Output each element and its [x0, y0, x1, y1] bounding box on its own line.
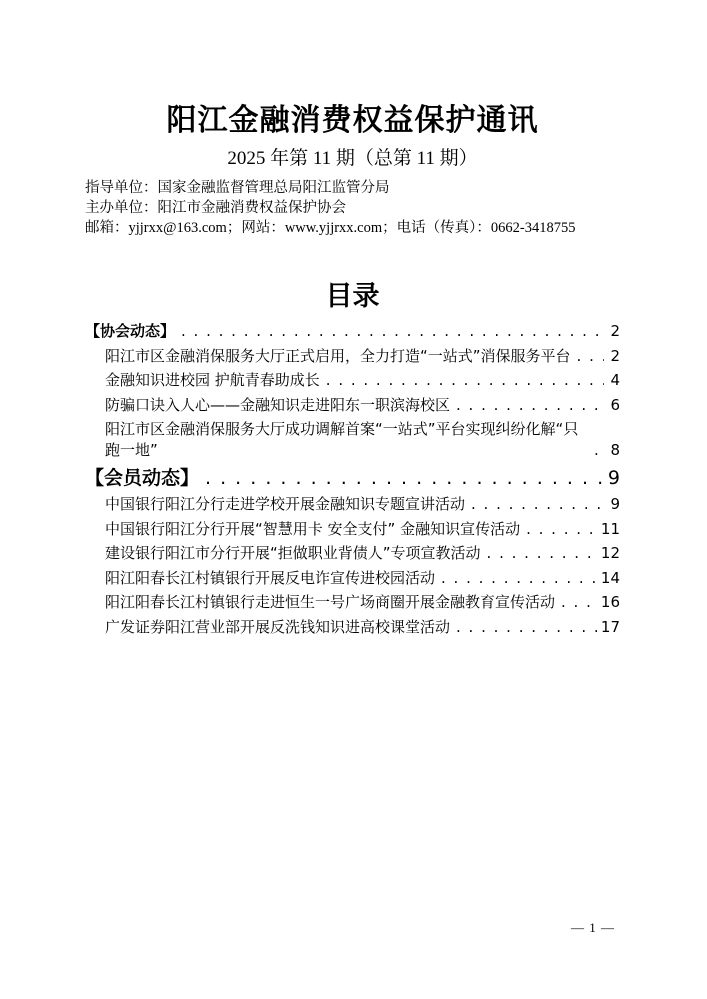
toc-item-title: 阳江市区金融消保服务大厅正式启用，全力打造“一站式”消保服务平台: [105, 346, 571, 365]
toc-page-number: 17: [600, 617, 620, 636]
toc-item: [85, 617, 620, 638]
toc-page-number: 9: [610, 495, 620, 513]
toc-page-number: 8: [610, 441, 620, 459]
toc-item-title: 建设银行阳江市分行开展“拒做职业背债人”专项宣教活动: [105, 544, 481, 562]
toc-section-label: 【会员动态】: [85, 466, 200, 489]
dot-leader: [205, 465, 604, 491]
toc-item-title: 阳江市区金融消保服务大厅成功调解首案“一站式”平台实现纠纷化解“只跑一地”: [105, 420, 579, 459]
table-of-contents: [85, 321, 620, 638]
toc-section-association: [85, 321, 620, 342]
toc-item-title: 阳江阳春长江村镇银行开展反电诈宣传进校园活动: [105, 568, 436, 587]
toc-page-number: 14: [600, 568, 620, 587]
toc-section-label: 【协会动态】: [85, 322, 176, 340]
toc-section-members: [85, 465, 620, 491]
issue-line: 2025 年第 11 期（总第 11 期）: [227, 148, 478, 169]
footer-page-number: — 1 —: [571, 920, 615, 935]
toc-page-number: 2: [610, 322, 620, 340]
toc-page-number: 12: [600, 544, 620, 562]
toc-item: [85, 592, 620, 613]
toc-item-title: 金融知识进校园 护航青春助成长: [105, 371, 320, 389]
dot-leader: [594, 440, 604, 461]
dot-leader: [561, 592, 599, 613]
publication-info: [85, 178, 620, 238]
toc-item: [85, 346, 620, 367]
page-title: 阳江金融消费权益保护通讯: [166, 103, 539, 138]
toc-item: [85, 395, 620, 416]
toc-item: [85, 519, 620, 540]
toc-page-number: 4: [610, 371, 620, 389]
info-line-organizer: 主办单位：阳江市金融消费权益保护协会: [85, 200, 346, 216]
toc-item: [85, 543, 620, 564]
toc-item-title: 中国银行阳江分行开展“智慧用卡 安全支付” 金融知识宣传活动: [105, 519, 521, 538]
toc-page-number: 2: [610, 346, 620, 365]
dot-leader: [181, 321, 604, 342]
dot-leader: [456, 617, 599, 638]
info-line-guidance: 指导单位：国家金融监督管理总局阳江监管分局: [85, 180, 390, 196]
toc-item-title: 广发证券阳江营业部开展反洗钱知识进高校课堂活动: [105, 617, 451, 636]
info-line-contact: 邮箱：yjjrxx@163.com；网站：www.yjjrxx.com；电话（传真）：0662-3418755: [85, 220, 576, 236]
toc-item-title: 防骗口诀入人心——金融知识走进阳东一职滨海校区: [105, 395, 451, 414]
toc-item: [85, 568, 620, 589]
toc-page-number: 16: [600, 593, 620, 611]
toc-heading: 目录: [325, 281, 380, 312]
dot-leader: [456, 395, 604, 416]
dot-leader: [526, 519, 599, 540]
toc-page-number: 9: [607, 466, 620, 489]
dot-leader: [577, 346, 604, 367]
dot-leader: [326, 370, 604, 391]
toc-item-title: 中国银行阳江分行走进学校开展金融知识专题宣讲活动: [105, 495, 466, 513]
dot-leader: [441, 568, 599, 589]
toc-page-number: 11: [600, 519, 620, 538]
dot-leader: [471, 494, 604, 515]
toc-item: [85, 494, 620, 515]
toc-page-number: 6: [610, 395, 620, 414]
toc-item: [85, 370, 620, 391]
toc-item: [85, 419, 620, 461]
toc-item-title: 阳江阳春长江村镇银行走进恒生一号广场商圈开展金融教育宣传活动: [105, 593, 556, 611]
dot-leader: [487, 543, 599, 564]
